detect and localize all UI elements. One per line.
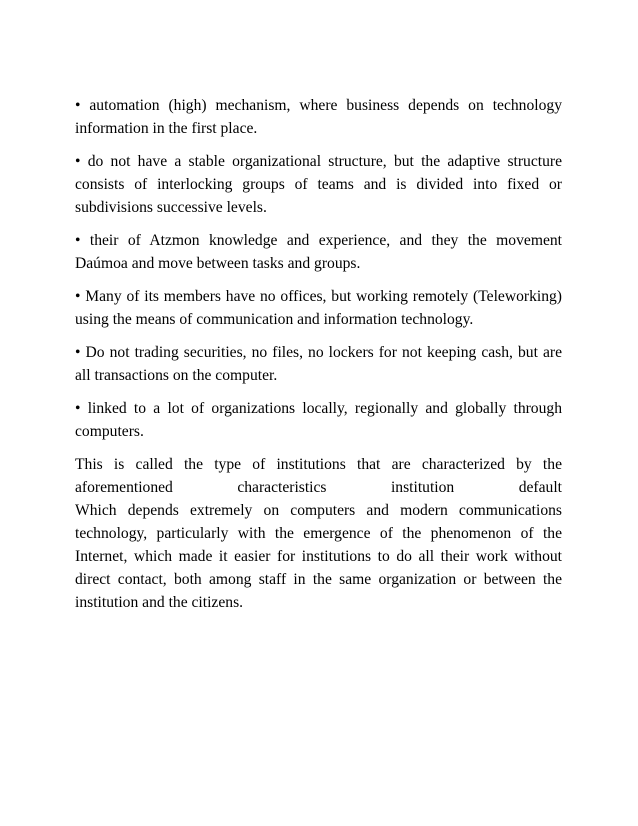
bullet-transactions: • Do not trading securities, no files, no lockers for not keeping cash, but are all transactions on the computer. [75,344,562,384]
summary-body: Which depends extremely on computers and modern communications technology, particularly with the emergence of the phenomenon of the Internet, which made it easier for institutions to do all their work without direct contact, both among staff in the same organization or between the institution and the citizens. [75,502,562,611]
summary-intro: This is called the type of institutions that are characterized by the aforementioned characteristics institution default [75,456,562,496]
bullet-structure: • do not have a stable organizational structure, but the adaptive structure consists of interlocking groups of teams and is divided into fixed or subdivisions successive levels. [75,153,562,216]
document-body [75,94,562,614]
bullet-knowledge: • their of Atzmon knowledge and experience, and they the movement Daúmoa and move between tasks and groups. [75,232,562,272]
bullet-linked: • linked to a lot of organizations locally, regionally and globally through computers. [75,400,562,440]
bullet-automation: • automation (high) mechanism, where business depends on technology information in the first place. [75,97,562,137]
bullet-teleworking: • Many of its members have no offices, but working remotely (Teleworking) using the means of communication and information technology. [75,288,562,328]
